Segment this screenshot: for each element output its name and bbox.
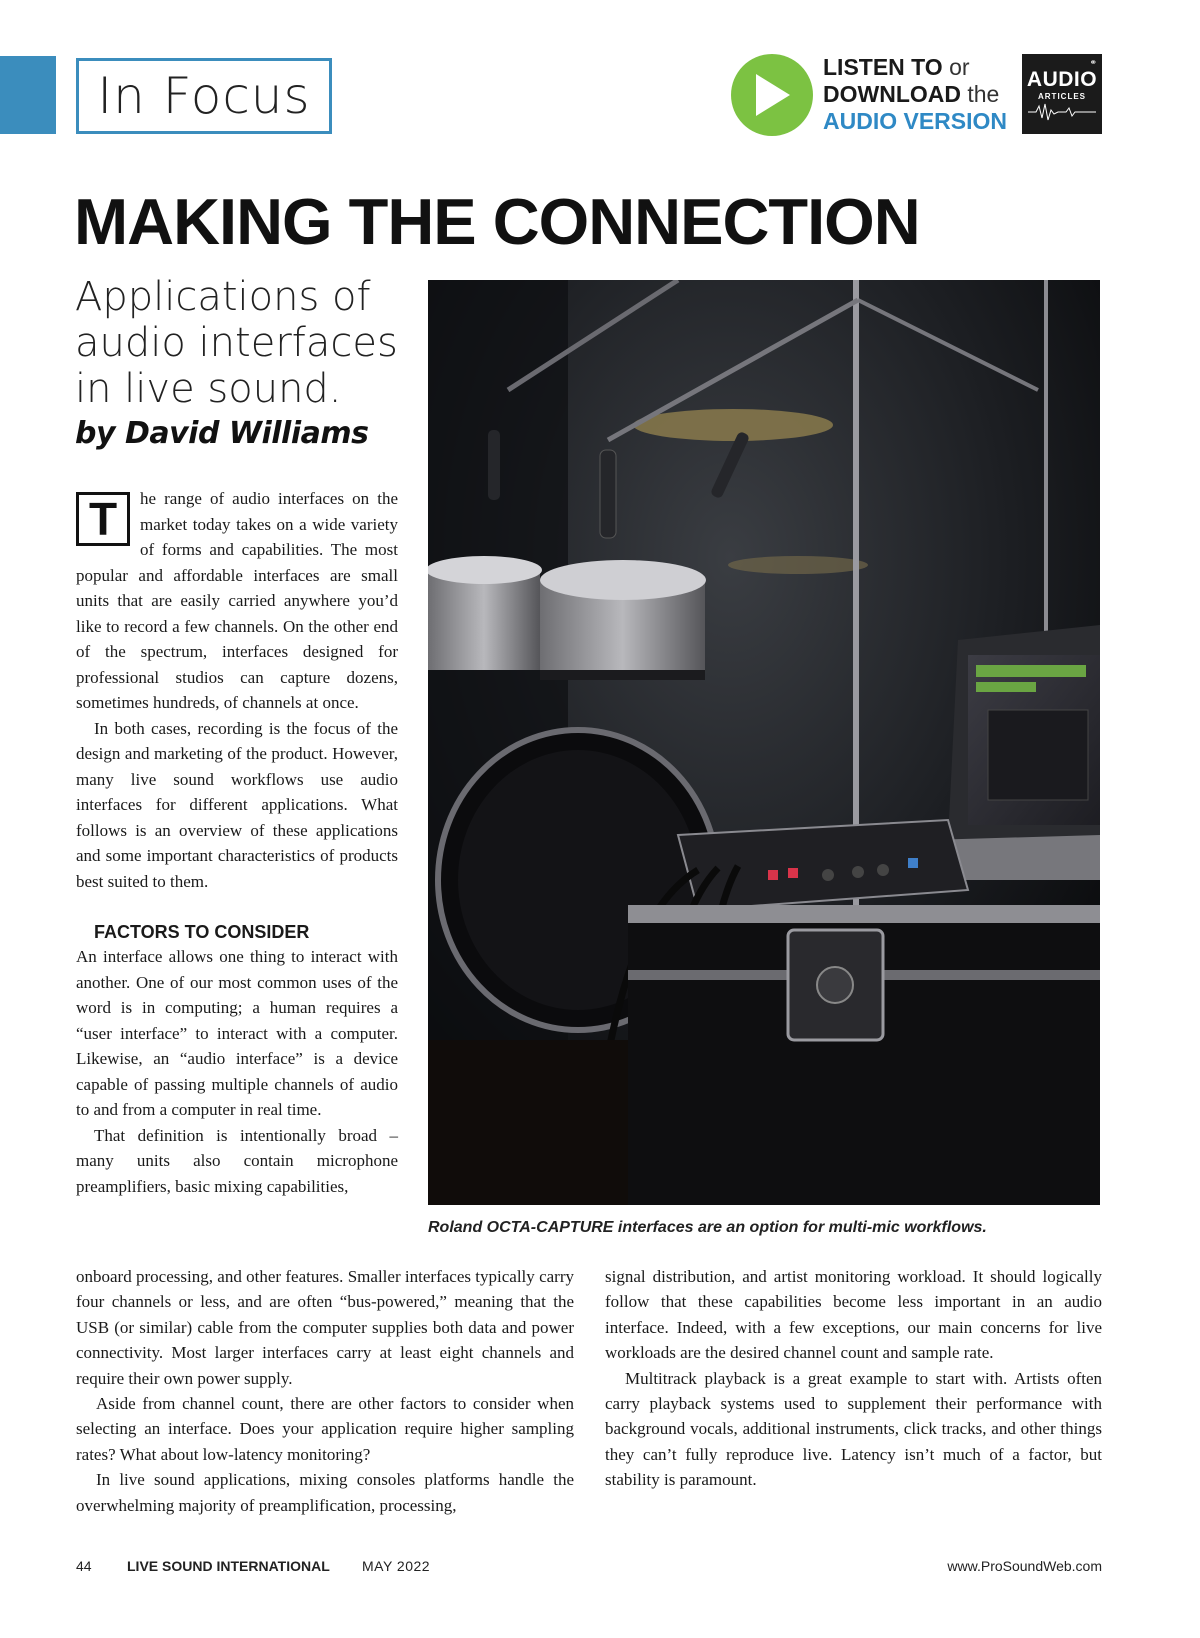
magazine-name: LIVE SOUND INTERNATIONAL bbox=[127, 1558, 330, 1574]
badge-subtitle: ARTICLES bbox=[1038, 92, 1086, 101]
intro-p1-text: he range of audio interfaces on the market today takes on a wide variety of forms and capabilities. The most popular and affordable interfaces are small units that are easily carried anywhere you’d like to record a few channels. On the other end of the spectrum, interfaces designed for professional studios can capture dozens, sometimes hundreds, of channels at once. bbox=[76, 489, 398, 712]
section-subhead: FACTORS TO CONSIDER bbox=[94, 922, 310, 942]
left-column bbox=[76, 486, 398, 1199]
audio-promo-text[interactable] bbox=[823, 54, 1007, 135]
section-label-box bbox=[76, 58, 332, 134]
issue-date: MAY 2022 bbox=[362, 1558, 431, 1574]
promo-or: or bbox=[949, 54, 970, 80]
waveform-icon bbox=[1028, 102, 1096, 122]
bottom-left-column bbox=[76, 1264, 574, 1518]
promo-download: DOWNLOAD bbox=[823, 81, 961, 107]
factors-paragraph-3: Aside from channel count, there are other factors to consider when selecting an interface. Does your application require higher sampling rates? What about low-latency monitoring? bbox=[76, 1394, 574, 1464]
factors-paragraph-1: An interface allows one thing to interact with another. One of our most common uses of the word is in computing; a human requires a “user interface” to interact with a computer. Likewise, an “audio interface” is a device capable of passing multiple channels of audio to and from a computer in real time. bbox=[76, 947, 398, 1119]
article-subtitle: Applications of audio interfaces in live sound. bbox=[75, 274, 398, 412]
article-photo bbox=[428, 280, 1100, 1205]
drop-cap: T bbox=[76, 492, 130, 546]
intro-paragraph-1 bbox=[76, 486, 398, 716]
article-byline: by David Williams bbox=[75, 416, 369, 451]
page-number: 44 bbox=[76, 1558, 92, 1574]
audio-articles-badge[interactable] bbox=[1022, 54, 1102, 134]
badge-title: AUDIO bbox=[1026, 68, 1098, 91]
right-paragraph-2: Multitrack playback is a great example to start with. Artists often carry playback systems used to supplement their performance with background vocals, additional instruments, click tracks, and other things they can’t fully reproduce live. Latency isn’t much of a factor, but stability is paramount. bbox=[605, 1368, 1102, 1490]
intro-paragraph-2: In both cases, recording is the focus of the design and marketing of the product. However, many live sound workflows use audio interfaces for different applications. What follows is an overview of these applications and some important characteristics of products best suited to them. bbox=[76, 718, 398, 891]
factors-paragraph-4: In live sound applications, mixing consoles platforms handle the overwhelming majority of preamplification, processing, bbox=[76, 1470, 574, 1515]
play-icon[interactable] bbox=[731, 54, 813, 136]
photo-caption: Roland OCTA-CAPTURE interfaces are an option for multi-mic workflows. bbox=[428, 1219, 987, 1236]
article-headline: MAKING THE CONNECTION bbox=[74, 185, 920, 258]
audio-version-link[interactable] bbox=[731, 54, 1006, 138]
promo-listen: LISTEN TO bbox=[823, 54, 943, 80]
promo-audio-version: AUDIO VERSION bbox=[823, 108, 1008, 134]
section-label: In Focus bbox=[97, 67, 311, 125]
website-url[interactable]: www.ProSoundWeb.com bbox=[947, 1558, 1102, 1574]
section-color-tab bbox=[0, 56, 56, 134]
bottom-right-column bbox=[605, 1264, 1102, 1493]
drum-kit-and-interface-photo bbox=[428, 280, 1100, 1205]
right-paragraph-1-continued: signal distribution, and artist monitoring workload. It should logically follow that these capabilities become less important in an audio interface. Indeed, with a few exceptions, our main concerns for live workloads are the desired channel count and sample rate. bbox=[605, 1267, 1102, 1363]
headphones-icon: ⚭ bbox=[1089, 57, 1097, 67]
factors-paragraph-2-continued: onboard processing, and other features. Smaller interfaces typically carry four channels or less, and are often “bus-powered,” meaning that the USB (or similar) cable from the computer supplies both data and power connectivity. Most larger interfaces carry at least eight channels and require their own power supply. bbox=[76, 1267, 574, 1388]
factors-paragraph-2: That definition is intentionally broad – many units also contain microphone preamplifiers, basic mixing capabilities, bbox=[76, 1125, 398, 1196]
promo-the: the bbox=[967, 81, 1000, 107]
page-footer bbox=[76, 1558, 1102, 1580]
